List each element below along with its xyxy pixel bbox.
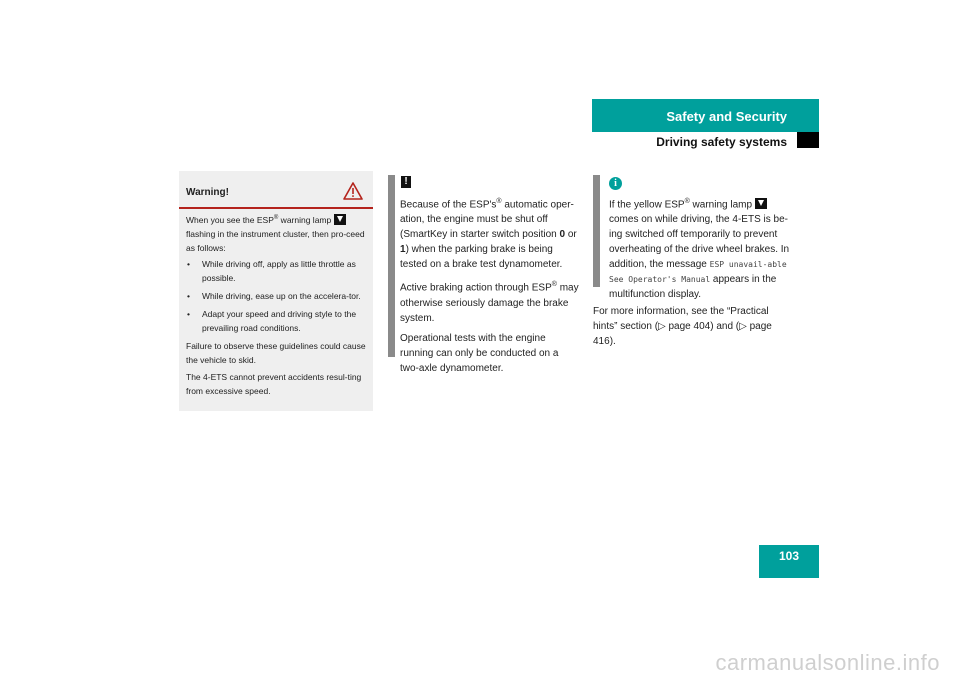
page-ref-arrow-icon: ▷: [658, 321, 669, 332]
display-message: ESP unavail-able See Operator's Manual: [609, 260, 787, 285]
info-side-bar: [593, 175, 600, 287]
esp-warning-lamp-icon: [334, 214, 346, 225]
more-info-paragraph: For more information, see the “Practical hints” section (▷ page 404) and (▷ page 416).: [593, 306, 772, 347]
list-item: • Adapt your speed and driving style to the prevailing road conditions.: [187, 308, 357, 333]
header-marker: [797, 132, 819, 148]
warning-title: Warning!: [186, 187, 229, 198]
watermark: carmanualsonline.info: [715, 650, 940, 675]
page-reference[interactable]: page 404: [668, 321, 711, 332]
notice-paragraph: Because of the ESP's® automatic oper-ation, the engine must be shut off (SmartKey in starter switch position 0 or 1) when the parking brake is being tested on a brake test dynamometer.: [400, 198, 577, 271]
bullet-icon: •: [187, 258, 190, 269]
warning-divider: [179, 207, 373, 209]
notice-side-bar: [388, 175, 395, 357]
notice-body: [400, 194, 580, 381]
info-body: [609, 194, 791, 302]
notice-paragraph: Active braking action through ESP® may otherwise seriously damage the brake system.: [400, 281, 579, 324]
esp-warning-lamp-icon: [755, 198, 767, 209]
notice-paragraph: Operational tests with the engine running can only be conducted on a two-axle dynamometer.: [400, 332, 559, 374]
list-item: • While driving off, apply as little throttle as possible.: [187, 258, 356, 283]
warning-intro: When you see the ESP® warning lamp flashing in the instrument cluster, then pro-ceed as follows:: [186, 214, 365, 253]
bullet-icon: •: [187, 308, 190, 319]
section-title: Safety and Security: [666, 109, 787, 124]
warning-body: [186, 211, 368, 399]
warning-triangle-icon: [343, 182, 363, 200]
warning-bullet-list: [186, 257, 368, 335]
info-icon: i: [609, 177, 622, 190]
list-item: • While driving, ease up on the accelera-tor.: [187, 290, 361, 301]
warning-paragraph: The 4-ETS cannot prevent accidents resul-ting from excessive speed.: [186, 371, 362, 396]
subsection-title: Driving safety systems: [656, 135, 787, 149]
info-paragraph: If the yellow ESP® warning lamp comes on while driving, the 4-ETS is be-ing switched off temporarily to prevent overheating of the drive wheel brakes. In addition, the message ESP unavail-able See Operator's Manual appears in the multifunction display.: [609, 198, 790, 301]
exclamation-icon: !: [401, 176, 411, 188]
page-number: 103: [778, 549, 800, 563]
page-reference[interactable]: page 416: [593, 321, 772, 347]
warning-paragraph: Failure to observe these guidelines could cause the vehicle to skid.: [186, 340, 366, 365]
bullet-icon: •: [187, 290, 190, 301]
page-ref-arrow-icon: ▷: [739, 321, 750, 332]
